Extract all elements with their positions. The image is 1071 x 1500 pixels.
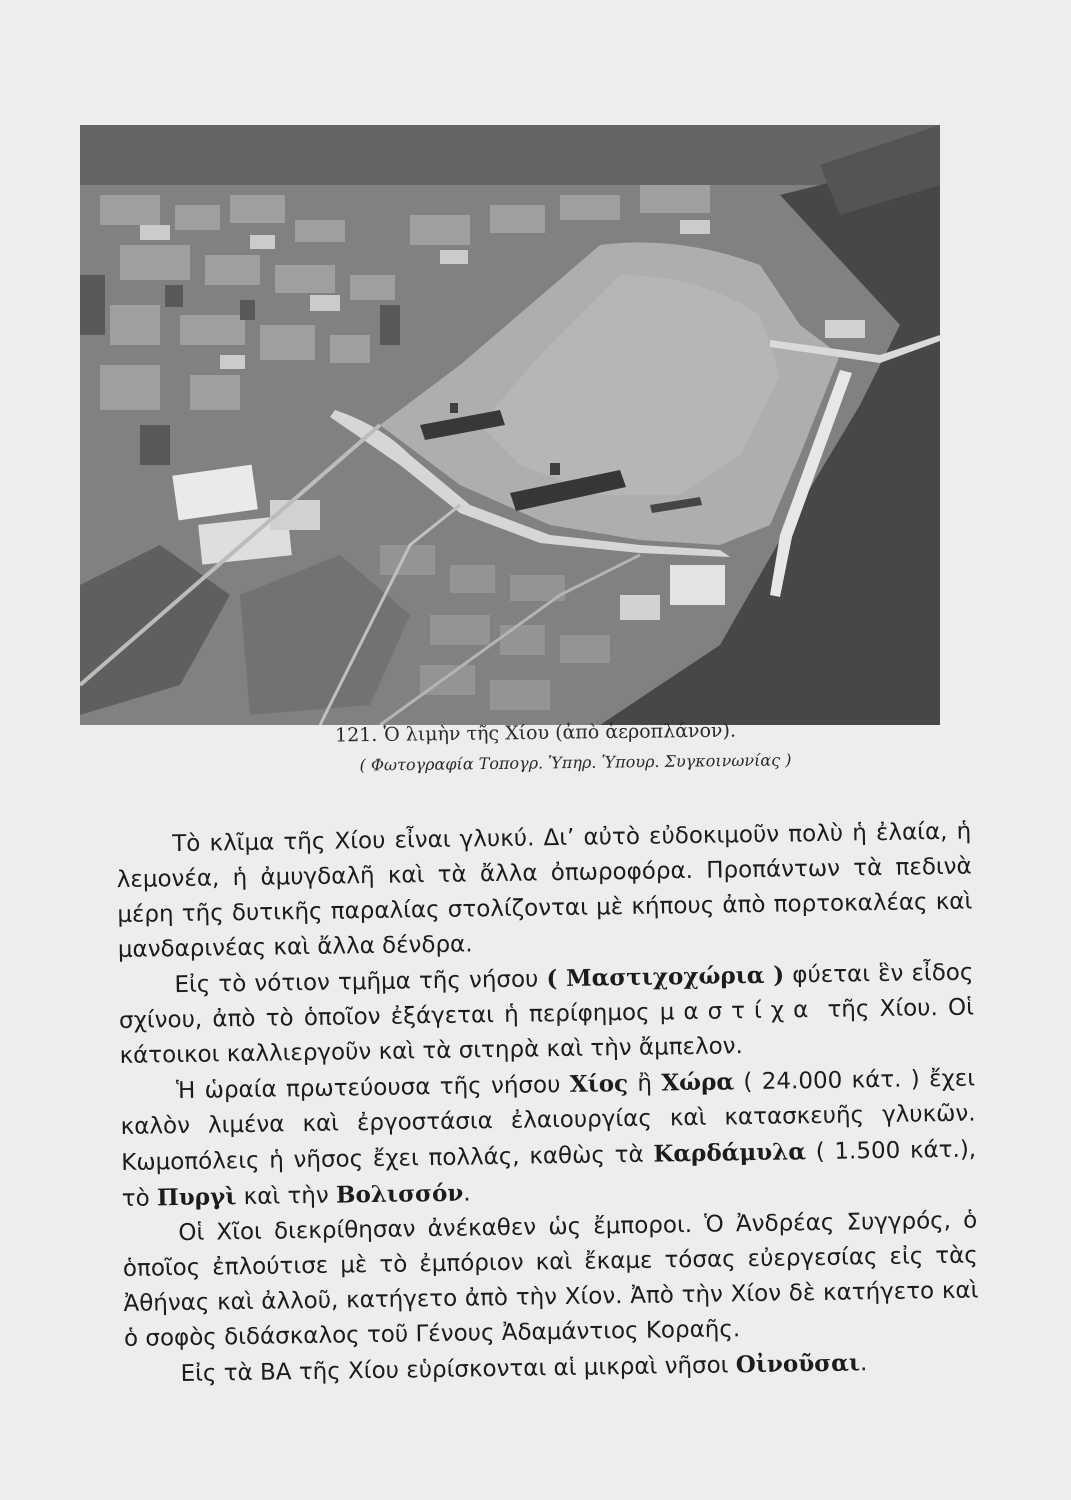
- text-run: Ἡ ὡραία πρωτεύουσα τῆς νήσου: [175, 1071, 570, 1105]
- spaced-term: μαστίχα: [659, 997, 818, 1026]
- text-run: .: [463, 1180, 471, 1207]
- text-run: .: [859, 1350, 868, 1377]
- body-text: [116, 815, 980, 1393]
- text-run: ἢ: [627, 1070, 662, 1097]
- highlighted-term: Καρδάμυλα: [653, 1138, 807, 1168]
- text-run: καὶ τὴν: [236, 1182, 337, 1211]
- text-run: ( 24.000 κάτ. ) ἔχει καλὸν λιμένα καὶ ἐργοστάσια ἐλαιουργίας καὶ κατασκευῆς γλυκῶν. Κωμοπόλεις ἡ νῆσος ἔχει πολλάς, καθὼς τὰ: [120, 1065, 976, 1176]
- text-run: φύεται ἓν εἶδος σχίνου, ἀπὸ τὸ ὁποῖον ἐξάγεται ἡ περίφημος: [118, 959, 974, 1034]
- text-run: Εἰς τὸ νότιον τμῆμα τῆς νήσου: [174, 966, 547, 999]
- highlighted-term: Πυργὶ: [156, 1183, 237, 1212]
- text-run: Τὸ κλῖμα τῆς Χίου εἶναι γλυκύ. Διʼ αὐτὸ εὐδοκιμοῦν πολὺ ἡ ἐλαία, ἡ λεμονέα, ἡ ἀμυγδαλῆ καὶ τὰ ἄλλα ὀπωροφόρα. Προπάντων τὰ πεδινὰ μέρη τῆς δυτικῆς παραλίας στολίζονται μὲ κήπους ἀπὸ πορτοκαλέας καὶ μανδαρινέας καὶ ἄλλα δένδρα.: [116, 818, 973, 963]
- text-run: Εἰς τὰ ΒΑ τῆς Χίου εὑρίσκονται αἱ μικραὶ νῆσοι: [180, 1352, 736, 1388]
- text-run: τῆς Χίου. Οἱ κάτοικοι καλλιεργοῦν καὶ τὰ σιτηρὰ καὶ τὴν ἄμπελον.: [119, 994, 975, 1069]
- text-run: Οἱ Χῖοι διεκρίθησαν ἀνέκαθεν ὡς ἔμποροι. Ὁ Ἀνδρέας Συγγρός, ὁ ὁποῖος ἐπλούτισε μὲ τὸ ἐμπόριον καὶ ἔκαμε τόσας εὐεργεσίας εἰς τὰς Ἀθήνας καὶ ἀλλοῦ, κατήγετο ἀπὸ τὴν Χίον. Ἀπὸ τὴν Χίον δὲ κατήγετο καὶ ὁ σοφὸς διδάσκαλος τοῦ Γένους Ἀδαμάντιος Κοραῆς.: [122, 1207, 979, 1352]
- photo-credit: ( Φωτογραφία Τοπογρ. Ὑπηρ. Ὑπουρ. Συγκοινωνίας ): [359, 750, 792, 775]
- highlighted-term: Οἰνοῦσαι: [735, 1349, 861, 1379]
- highlighted-term: ( Μαστιχοχώρια ): [546, 961, 785, 993]
- paragraph: [118, 955, 975, 1074]
- highlighted-term: Χώρα: [661, 1068, 735, 1097]
- paragraph: [120, 1061, 977, 1217]
- figure-caption: 121. Ὁ λιμὴν τῆς Χίου (ἀπὸ ἀεροπλάνον).: [334, 719, 737, 747]
- paragraph: [116, 815, 973, 968]
- highlighted-term: Χίος: [569, 1069, 629, 1098]
- harbor-aerial-photo: [80, 125, 940, 725]
- text-run: ( 1.500 κάτ.), τὸ: [121, 1136, 977, 1212]
- highlighted-term: Βολισσόν: [335, 1179, 464, 1209]
- paragraph: [122, 1204, 979, 1357]
